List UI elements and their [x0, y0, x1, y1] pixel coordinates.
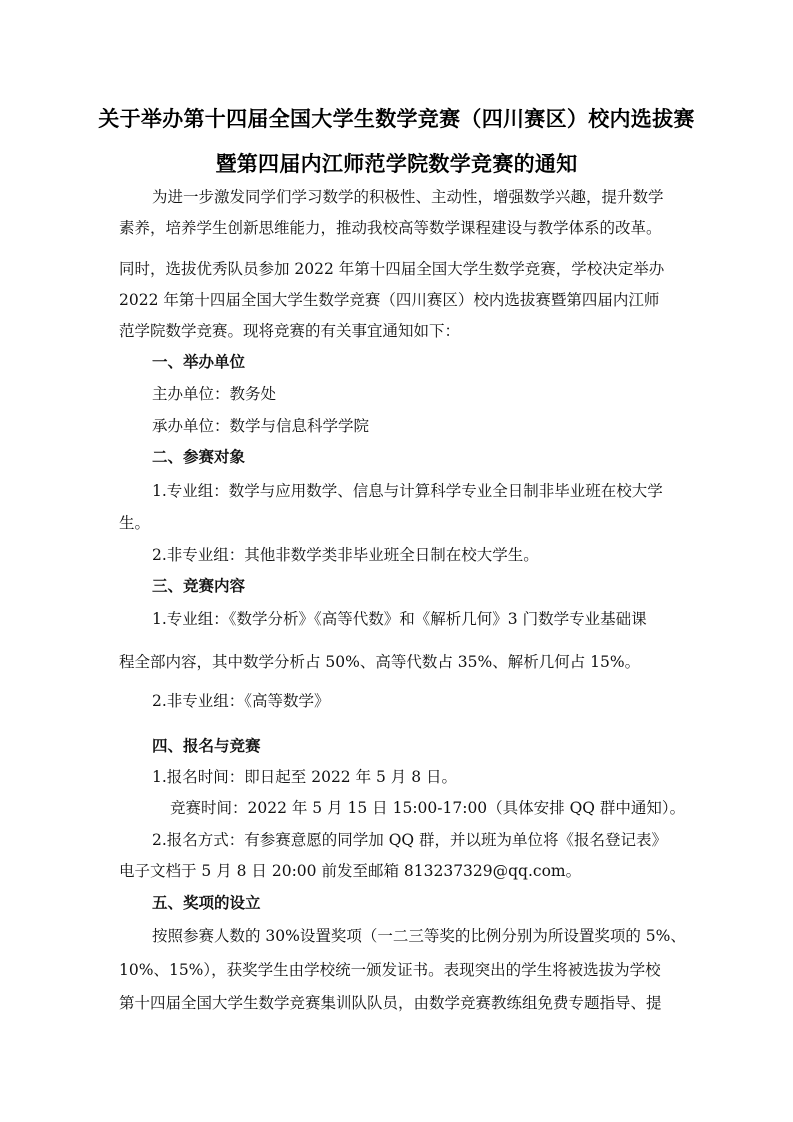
content-line: 2.非专业组：《高等数学》 [152, 692, 330, 710]
awards-line: 10%、15%），获奖学生由学校统一颁发证书。表现突出的学生将被选拔为学校 [119, 961, 661, 979]
section-heading-registration: 四、报名与竞赛 [152, 737, 261, 755]
section-heading-organizers: 一、举办单位 [152, 353, 246, 371]
participants-line: 生。 [119, 514, 151, 532]
registration-line: 2.报名方式：有参赛意愿的同学加 QQ 群，并以班为单位将《报名登记表》 [152, 831, 668, 849]
registration-line: 1.报名时间：即日起至 2022 年 5 月 8 日。 [152, 768, 458, 786]
section-heading-content: 三、竞赛内容 [152, 577, 246, 595]
intro-line: 2022 年第十四届全国大学生数学竞赛（四川赛区）校内选拔赛暨第四届内江师 [119, 291, 660, 309]
intro-line: 为进一步激发同学们学习数学的积极性、主动性，增强数学兴趣，提升数学 [152, 188, 664, 206]
organizer-line: 主办单位：教务处 [152, 385, 277, 403]
intro-line: 素养，培养学生创新思维能力，推动我校高等数学课程建设与教学体系的改革。 [119, 219, 662, 237]
content-line: 1.专业组：《数学分析》《高等代数》和《解析几何》3 门数学专业基础课 [152, 610, 647, 628]
intro-line: 范学院数学竞赛。现将竞赛的有关事宜通知如下： [119, 322, 461, 340]
section-heading-awards: 五、奖项的设立 [152, 894, 261, 912]
content-line: 程全部内容，其中数学分析占 50%、高等代数占 35%、解析几何占 15%。 [119, 653, 641, 671]
registration-line: 竞赛时间：2022 年 5 月 15 日 15:00-17:00（具体安排 QQ 群中通知）。 [170, 799, 686, 817]
section-heading-participants: 二、参赛对象 [152, 448, 246, 466]
registration-line: 电子文档于 5 月 8 日 20:00 前发至邮箱 813237329@qq.com。 [119, 862, 582, 880]
co-organizer-line: 承办单位：数学与信息科学学院 [152, 417, 370, 435]
participants-line: 2.非专业组：其他非数学类非毕业班全日制在校大学生。 [152, 546, 539, 564]
intro-line: 同时，选拔优秀队员参加 2022 年第十四届全国大学生数学竞赛，学校决定举办 [119, 260, 665, 278]
document-title-line2: 暨第四届内江师范学院数学竞赛的通知 [215, 152, 578, 176]
awards-line: 按照参赛人数的 30%设置奖项（一二三等奖的比例分别为所设置奖项的 5%、 [152, 927, 686, 945]
participants-line: 1.专业组：数学与应用数学、信息与计算科学专业全日制非毕业班在校大学 [152, 482, 663, 500]
document-title-line1: 关于举办第十四届全国大学生数学竞赛（四川赛区）校内选拔赛 [98, 107, 695, 131]
awards-line: 第十四届全国大学生数学竞赛集训队队员，由数学竞赛教练组免费专题指导、提 [119, 994, 662, 1012]
